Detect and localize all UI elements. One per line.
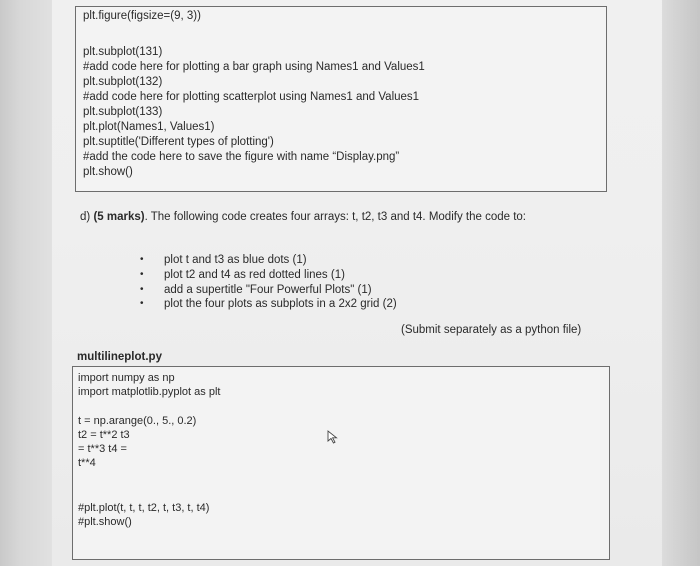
question-marks: (5 marks) [93, 211, 145, 223]
code-line: t2 = t**2 t3 [78, 429, 130, 441]
task-item: • plot the four plots as subplots in a 2x2 grid (2) [140, 297, 397, 312]
mouse-cursor-icon [327, 430, 339, 444]
code-line: t**4 [78, 457, 96, 469]
page-shadow [660, 0, 700, 566]
task-list [140, 253, 397, 312]
filename-heading: multilineplot.py [77, 351, 162, 363]
code-line: plt.suptitle('Different types of plotting') [83, 136, 274, 148]
code-box-subplots [75, 6, 607, 192]
code-line: plt.subplot(131) [83, 46, 163, 58]
code-line: #plt.plot(t, t, t, t2, t, t3, t, t4) [78, 502, 210, 514]
code-line: t = np.arange(0., 5., 0.2) [78, 415, 197, 427]
question-text: . The following code creates four arrays: t, t2, t3 and t4. Modify the code to: [144, 211, 526, 223]
task-item: • plot t2 and t4 as red dotted lines (1) [140, 268, 397, 283]
question-d [80, 211, 526, 223]
code-line: plt.plot(Names1, Values1) [83, 121, 215, 133]
code-line: plt.show() [83, 166, 133, 178]
code-line: #add the code here to save the figure with name “Display.png” [83, 151, 400, 163]
code-line: #add code here for plotting a bar graph using Names1 and Values1 [83, 61, 425, 73]
code-line: plt.subplot(132) [83, 76, 163, 88]
task-item: • plot t and t3 as blue dots (1) [140, 253, 397, 268]
task-item: • add a supertitle "Four Powerful Plots" (1) [140, 283, 397, 298]
submit-note: (Submit separately as a python file) [401, 324, 582, 336]
code-line: plt.subplot(133) [83, 106, 163, 118]
code-line: plt.figure(figsize=(9, 3)) [83, 10, 201, 22]
code-box-multilineplot [72, 366, 610, 560]
code-line: = t**3 t4 = [78, 443, 127, 455]
code-line: import numpy as np [78, 372, 175, 384]
code-line: #plt.show() [78, 516, 132, 528]
code-line: import matplotlib.pyplot as plt [78, 386, 221, 398]
code-line: #add code here for plotting scatterplot using Names1 and Values1 [83, 91, 420, 103]
question-label: d) [80, 211, 91, 223]
